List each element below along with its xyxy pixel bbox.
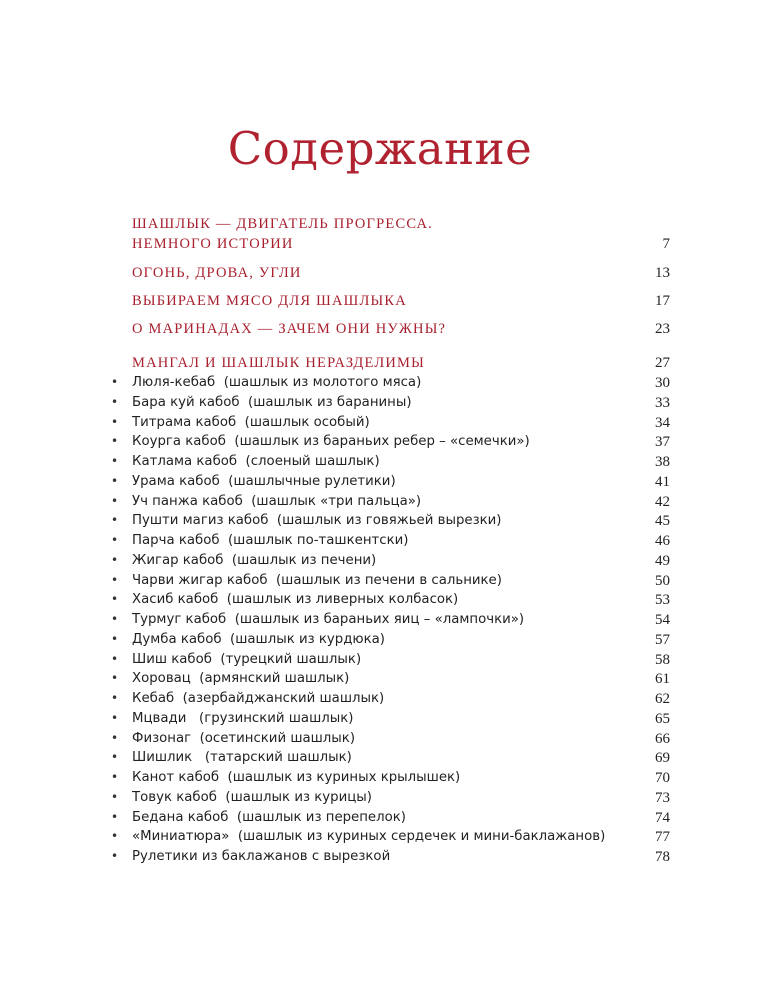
page-number: 13 xyxy=(655,265,670,281)
toc-item[interactable] xyxy=(0,691,760,711)
toc-item[interactable] xyxy=(0,533,760,553)
bullet-icon: • xyxy=(111,730,119,745)
toc-item[interactable] xyxy=(0,573,760,593)
section-title-line: НЕМНОГО ИСТОРИИ xyxy=(132,236,294,252)
toc-section[interactable] xyxy=(0,321,760,341)
page-number: 27 xyxy=(655,355,670,371)
page-number: 66 xyxy=(655,730,670,747)
item-title: Титрама кабоб (шашлык особый) xyxy=(132,414,370,430)
bullet-icon: • xyxy=(111,473,119,488)
toc-item[interactable] xyxy=(0,652,760,672)
bullet-icon: • xyxy=(111,375,119,389)
page-number: 17 xyxy=(655,293,670,309)
section-title-line: ШАШЛЫК — ДВИГАТЕЛЬ ПРОГРЕССА. xyxy=(132,216,433,232)
toc-item[interactable] xyxy=(0,810,760,830)
bullet-icon: • xyxy=(111,394,119,409)
page-number: 37 xyxy=(655,434,670,451)
toc-item[interactable] xyxy=(0,750,760,770)
item-title: Жигар кабоб (шашлык из печени) xyxy=(132,552,377,568)
page-number: 23 xyxy=(655,321,670,337)
item-title: Бара куй кабоб (шашлык из баранины) xyxy=(132,394,412,410)
item-title: Шишлик (татарский шашлык) xyxy=(132,750,352,766)
page-number: 74 xyxy=(655,809,670,826)
page-number: 46 xyxy=(655,533,670,549)
page-number: 49 xyxy=(655,552,670,569)
bullet-icon: • xyxy=(111,513,119,528)
item-title: Катлама кабоб (слоеный шашлык) xyxy=(132,454,380,469)
toc-item[interactable] xyxy=(0,395,760,415)
toc-item[interactable] xyxy=(0,592,760,612)
bullet-icon: • xyxy=(111,612,119,626)
toc-item[interactable] xyxy=(0,829,760,849)
bullet-icon: • xyxy=(111,710,119,725)
bullet-icon: • xyxy=(111,770,119,784)
toc-item[interactable] xyxy=(0,494,760,514)
page-number: 61 xyxy=(655,671,670,688)
page-number: 77 xyxy=(655,829,670,846)
item-title: Коурга кабоб (шашлык из бараньих ребер – «семечки») xyxy=(132,434,530,450)
page-number: 33 xyxy=(655,394,670,411)
toc-item[interactable] xyxy=(0,553,760,573)
bullet-icon: • xyxy=(111,552,119,567)
bullet-icon: • xyxy=(111,809,119,824)
toc-item[interactable] xyxy=(0,790,760,810)
item-title: Шиш кабоб (турецкий шашлык) xyxy=(132,651,362,667)
item-title: Парча кабоб (шашлык по-ташкентски) xyxy=(132,533,409,548)
item-title: Мцвади (грузинский шашлык) xyxy=(132,710,354,726)
item-title: Физонаг (осетинский шашлык) xyxy=(132,730,356,746)
item-title: Турмуг кабоб (шашлык из бараньих яиц – «лампочки») xyxy=(132,612,525,627)
section-title: О МАРИНАДАХ — ЗАЧЕМ ОНИ НУЖНЫ? xyxy=(132,321,447,337)
item-title: Канот кабоб (шашлык из куриных крылышек) xyxy=(132,770,461,785)
bullet-icon: • xyxy=(111,533,119,547)
bullet-icon: • xyxy=(111,592,119,607)
page-number: 69 xyxy=(655,750,670,767)
page-number: 78 xyxy=(655,849,670,865)
page-number: 57 xyxy=(655,631,670,648)
toc-item[interactable] xyxy=(0,731,760,751)
toc-item[interactable] xyxy=(0,474,760,494)
bullet-icon: • xyxy=(111,572,119,587)
toc-item[interactable] xyxy=(0,375,760,395)
toc-section[interactable] xyxy=(0,355,760,375)
toc-item[interactable] xyxy=(0,671,760,691)
item-title: Товук кабоб (шашлык из курицы) xyxy=(132,789,372,805)
bullet-icon: • xyxy=(111,493,119,508)
toc-item[interactable] xyxy=(0,415,760,435)
toc-section[interactable] xyxy=(0,236,760,256)
toc-item[interactable] xyxy=(0,434,760,454)
page-number: 53 xyxy=(655,592,670,609)
page-number: 42 xyxy=(655,493,670,510)
toc-item[interactable] xyxy=(0,513,760,533)
bullet-icon: • xyxy=(111,691,119,705)
toc-item[interactable] xyxy=(0,454,760,474)
bullet-icon: • xyxy=(111,849,119,863)
item-title: Урама кабоб (шашлычные рулетики) xyxy=(132,473,396,489)
bullet-icon: • xyxy=(111,651,119,666)
page-number: 65 xyxy=(655,710,670,727)
item-title: Чарви жигар кабоб (шашлык из печени в сальнике) xyxy=(132,572,502,588)
toc-item[interactable] xyxy=(0,632,760,652)
item-title: Бедана кабоб (шашлык из перепелок) xyxy=(132,809,406,825)
item-title: Уч панжа кабоб (шашлык «три пальца») xyxy=(132,493,422,509)
page-number: 41 xyxy=(655,473,670,490)
page-number: 58 xyxy=(655,651,670,668)
toc-section[interactable] xyxy=(0,216,760,236)
bullet-icon: • xyxy=(111,631,119,646)
page-number: 54 xyxy=(655,612,670,628)
page-number: 73 xyxy=(655,789,670,806)
page-number: 62 xyxy=(655,691,670,707)
toc-item[interactable] xyxy=(0,711,760,731)
section-title: МАНГАЛ И ШАШЛЫК НЕРАЗДЕЛИМЫ xyxy=(132,355,425,371)
bullet-icon: • xyxy=(111,414,119,429)
page-number: 50 xyxy=(655,572,670,589)
page-number: 7 xyxy=(662,236,670,252)
bullet-icon: • xyxy=(111,829,119,844)
page-number: 30 xyxy=(655,375,670,391)
toc-item[interactable] xyxy=(0,770,760,790)
item-title: Думба кабоб (шашлык из курдюка) xyxy=(132,631,385,647)
page-number: 70 xyxy=(655,770,670,786)
bullet-icon: • xyxy=(111,789,119,804)
bullet-icon: • xyxy=(111,671,119,686)
page-number: 45 xyxy=(655,513,670,530)
item-title: Кебаб (азербайджанский шашлык) xyxy=(132,691,385,706)
toc-item[interactable] xyxy=(0,612,760,632)
section-title: ВЫБИРАЕМ МЯСО ДЛЯ ШАШЛЫКА xyxy=(132,293,407,309)
bullet-icon: • xyxy=(111,434,119,449)
bullet-icon: • xyxy=(111,454,119,468)
page-title: Содержание xyxy=(227,122,533,176)
item-title: Хасиб кабоб (шашлык из ливерных колбасок) xyxy=(132,592,459,608)
page-number: 38 xyxy=(655,454,670,470)
item-title: Люля-кебаб (шашлык из молотого мяса) xyxy=(132,375,422,390)
item-title: Пушти магиз кабоб (шашлык из говяжьей вырезки) xyxy=(132,513,502,529)
toc-item[interactable] xyxy=(0,849,760,869)
section-title: ОГОНЬ, ДРОВА, УГЛИ xyxy=(132,265,302,281)
page-number: 34 xyxy=(655,414,670,431)
toc-section[interactable] xyxy=(0,293,760,313)
item-title: Рулетики из баклажанов с вырезкой xyxy=(132,849,391,864)
bullet-icon: • xyxy=(111,750,119,765)
toc-section[interactable] xyxy=(0,265,760,285)
item-title: «Миниатюра» (шашлык из куриных сердечек и мини-баклажанов) xyxy=(132,829,606,845)
item-title: Хоровац (армянский шашлык) xyxy=(132,671,350,687)
